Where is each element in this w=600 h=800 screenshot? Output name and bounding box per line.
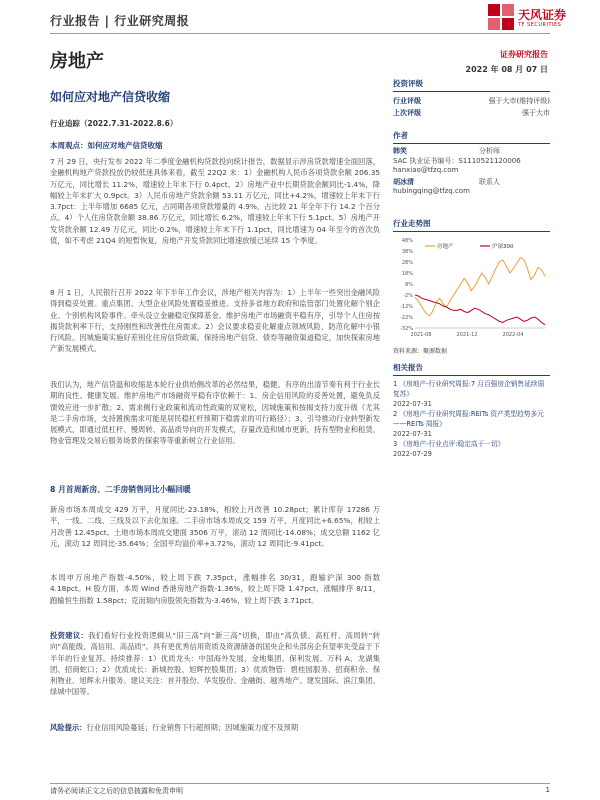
industry-rating-label: 行业评级 bbox=[393, 97, 421, 105]
series-line-hs300 bbox=[415, 295, 545, 325]
author-2 bbox=[393, 178, 550, 188]
report-date: 2022 年 08 月 07 日 bbox=[465, 65, 548, 74]
y-tick-label: -22% bbox=[400, 315, 413, 321]
y-tick-label: -12% bbox=[400, 304, 413, 310]
author-2-name: 胡冰清 bbox=[393, 177, 414, 186]
x-tick-label: 2022-04 bbox=[502, 332, 524, 338]
viewpoint-heading: 本周观点：如何应对地产信贷收缩 bbox=[50, 141, 163, 150]
related-report-3[interactable]: 3 《房地产-行业点评:稳定高于一切》 bbox=[393, 440, 505, 448]
industry-rating-value: 强于大市(维持评级) bbox=[488, 97, 550, 105]
author-1-sac: SAC 执业证书编号：S1110521120006 bbox=[393, 156, 521, 165]
author-2-role: 联系人 bbox=[479, 177, 500, 186]
author-1 bbox=[393, 147, 550, 157]
related-report-1-date: 2022-07-31 bbox=[393, 400, 432, 408]
rating-heading: 投资评级 bbox=[393, 78, 550, 92]
logo-mark-icon bbox=[488, 4, 514, 30]
y-tick-label: 48% bbox=[401, 238, 413, 244]
y-tick-label: 28% bbox=[401, 260, 413, 266]
paragraph-market-data: 新房市场本周成交 429 万平，月度同比-23.18%，相较上月改善 10.28pct；累计库存 17286 万平，一线、二线、三线及以下去化加速。二手房市场本周成交 159 万平，月度同比+6.65%，相较上月改善 12.45pct。土地市场本周成交建面 3506 万平，滚动 12 周同比-14.08%；成交总额 1162 亿元，滚动 12 周同比-35.64%；全国平均溢价率+3.72%，滚动 12 周同比-9.41pct。 bbox=[50, 505, 380, 548]
x-tick-label: 2021-08 bbox=[410, 332, 432, 338]
y-tick-label: -2% bbox=[403, 293, 413, 299]
author-1-role: 分析师 bbox=[479, 147, 500, 155]
related-report-2-date: 2022-07-31 bbox=[393, 430, 432, 438]
trend-chart bbox=[393, 232, 550, 344]
risk-warning-label: 风险提示： bbox=[50, 723, 87, 732]
logo-text-en: TF SECURITIES bbox=[518, 22, 562, 28]
paragraph-pboc-loan-report: 7 月 29 日，央行发布 2022 年二季度金融机构贷款投向统计报告，数据显示涉房贷款增速全面回落，金融机构地产贷款投放仍较低迷具体来看，截至 22Q2 末：1）金融机构人民币各项贷款余额 206.35 万亿元，同比增长 11.2%，增速较上年末下行 0.4pct。2）房地产业中长期贷款余额同比-1.4%，降幅较上年末扩大 0.9pct。3）人民币房地产贷款余额 53.11 万亿元，同比+4.2%，增速较上年末下行 3.7pct：上半年增加 6685 亿元，占同期各项贷款增量的 4.9%，占比较 21 年全年下行 14.2 个百分点。4）个人住房贷款余额 38.86 万亿元，同比增长 6.2%，增速较上年末下行 5.1pct。5）房地产开发贷款余额 12.49 万亿元，同比-0.2%，增速较上年末下行 1.1pct，同比增速为 04 年至今的首次负值，如不考虑 21Q4 的短暂恢复，房地产开发贷款同比增速放缓已延续 15 个季度。 bbox=[50, 157, 380, 246]
trend-chart-box bbox=[393, 218, 550, 232]
related-reports-box bbox=[393, 362, 550, 459]
report-category-tag: 行业报告 | 行业研究周报 bbox=[50, 14, 190, 28]
paragraph-pboc-meeting: 8 月 1 日，人民银行召开 2022 年下半年工作会议，涉地产相关内容为：1）上半年一些突出金融风险得到稳妥处置。重点集团、大型企业风险处置稳妥推进。支持多省地方政府和监管部门处置化解个别企业、个别机构风险事件。牵头设立金融稳定保障基金。维护房地产市场融资平稳有序，引导个人住房按揭贷款利率下行，支持刚性和改善性住房需求。2）会议要求稳妥化解重点领域风险，防范化解中小银行风险。因城施策实施好差别化住房信贷政策。保持房地产信贷、债券等融资渠道稳定，加快探索房地产新发展模式。 bbox=[50, 288, 380, 354]
risk-warning bbox=[50, 722, 380, 733]
tracking-period: 行业追踪（2022.7.31-2022.8.6） bbox=[50, 119, 178, 128]
risk-warning-text: 行业信用风险蔓延；行业销售下行超预期；因城施策力度不及预期 bbox=[86, 723, 299, 732]
investment-advice-text: 我们看好行业投资逻辑从“旧三高”向“新三高”切换，即由“高负债、高杠杆、高周转”转向“高能级、高信用、高品质”。具有更优秀信用资质及资源储备的国央企和头部房企有望率先受益于下半年的行业复苏。持续推荐：1）优质龙头：中国海外发展、金地集团、保利发展、万科 A、龙湖集团、招商蛇口；2）优质成长：新城控股、旭辉控股集团；3）优质物管：碧桂园服务、招商积余、保利物业、旭辉永升服务。建议关注：首开股份、华发股份、金融街、越秀地产、建发国际、滨江集团、绿城中国等。 bbox=[50, 631, 380, 697]
authors-heading: 作者 bbox=[393, 130, 550, 144]
author-2-email[interactable]: hubingqing@tfzq.com bbox=[393, 187, 470, 195]
chart-source: 资料来源：聚源数据 bbox=[393, 348, 448, 355]
y-tick-label: 18% bbox=[401, 271, 413, 277]
author-1-email[interactable]: hanxiao@tfzq.com bbox=[393, 166, 459, 174]
legend-label: 房地产 bbox=[437, 244, 454, 250]
y-tick-label: -32% bbox=[400, 326, 413, 332]
prev-rating-label: 上次评级 bbox=[393, 109, 421, 117]
sector-title: 房地产 bbox=[50, 51, 104, 72]
legend-label: 沪深300 bbox=[492, 244, 514, 250]
y-tick-label: 8% bbox=[405, 282, 413, 288]
report-title: 如何应对地产信贷收缩 bbox=[50, 90, 171, 104]
footer-divider bbox=[50, 783, 550, 784]
prev-rating-value: 强于大市 bbox=[522, 109, 550, 117]
report-type: 证券研究报告 bbox=[500, 50, 548, 59]
investment-advice-label: 投资建议： bbox=[50, 631, 89, 640]
series-line-real-estate bbox=[415, 258, 545, 316]
authors-box bbox=[393, 130, 550, 197]
footer-disclaimer: 请务必阅读正文之后的信息披露和免责申明 bbox=[50, 787, 183, 795]
paragraph-analysis: 我们认为，地产信贷温和收缩是本轮行业供给侧改革的必然结果，稳健、有序的出清节奏有利于行业长期的良性、健康发展。维护房地产市场融资平稳有序依赖于：1、房企信用风险的妥善处置，避免负反馈效应进一步扩散；2、需求侧行业政策和流动性政策的双宽松，因城施策和按揭支持力度升级（尤其是二手房市场，支持置换需求可能是居民稳杠杆预期下稳需求的可行路径）；3、引导推动行业转型新发展模式，即通过低杠杆、慢周转、高品质导向的开发模式，存量改造和城市更新，持有型物业和租赁，物业管理及交易后服务场景的探索等等重新树立行业信用。 bbox=[50, 380, 380, 446]
section-heading-sales: 8 月首周新房、二手房销售同比小幅回暖 bbox=[50, 485, 191, 494]
page-number: 1 bbox=[545, 786, 550, 794]
logo-text-cn: 天风证券 bbox=[518, 8, 567, 22]
header-divider bbox=[50, 33, 550, 34]
industry-rating-row bbox=[393, 95, 550, 107]
author-1-name: 韩笑 bbox=[393, 147, 407, 155]
x-tick-label: 2021-12 bbox=[456, 332, 478, 338]
y-tick-label: 38% bbox=[401, 249, 413, 255]
investment-advice bbox=[50, 630, 380, 698]
paragraph-index-performance: 本周申万房地产指数-4.50%，较上周下跌 7.35pct，涨幅排名 30/31，跑输沪深 300 指数 4.18pct。H 股方面，本周 Wind 香港房地产指数-1.36%，较上周下降 1.47pct，涨幅排序 8/11，跑输恒生指数 1.58pct；克而瑞内房股领先指数为-3.46%，较上周下跌 3.71pct。 bbox=[50, 573, 380, 605]
related-reports-heading: 相关报告 bbox=[393, 362, 550, 376]
prev-rating-row bbox=[393, 107, 550, 119]
trend-chart-heading: 行业走势图 bbox=[393, 218, 550, 232]
rating-box bbox=[393, 78, 550, 119]
related-report-3-date: 2022-07-29 bbox=[393, 450, 432, 458]
related-report-2[interactable]: 2 《房地产-行业研究周报:REITs 资产类型趋势多元——REITs 周报》 bbox=[393, 410, 544, 428]
related-report-1[interactable]: 1 《房地产-行业研究周报:7 月百强房企销售延续弱复苏》 bbox=[393, 380, 545, 398]
